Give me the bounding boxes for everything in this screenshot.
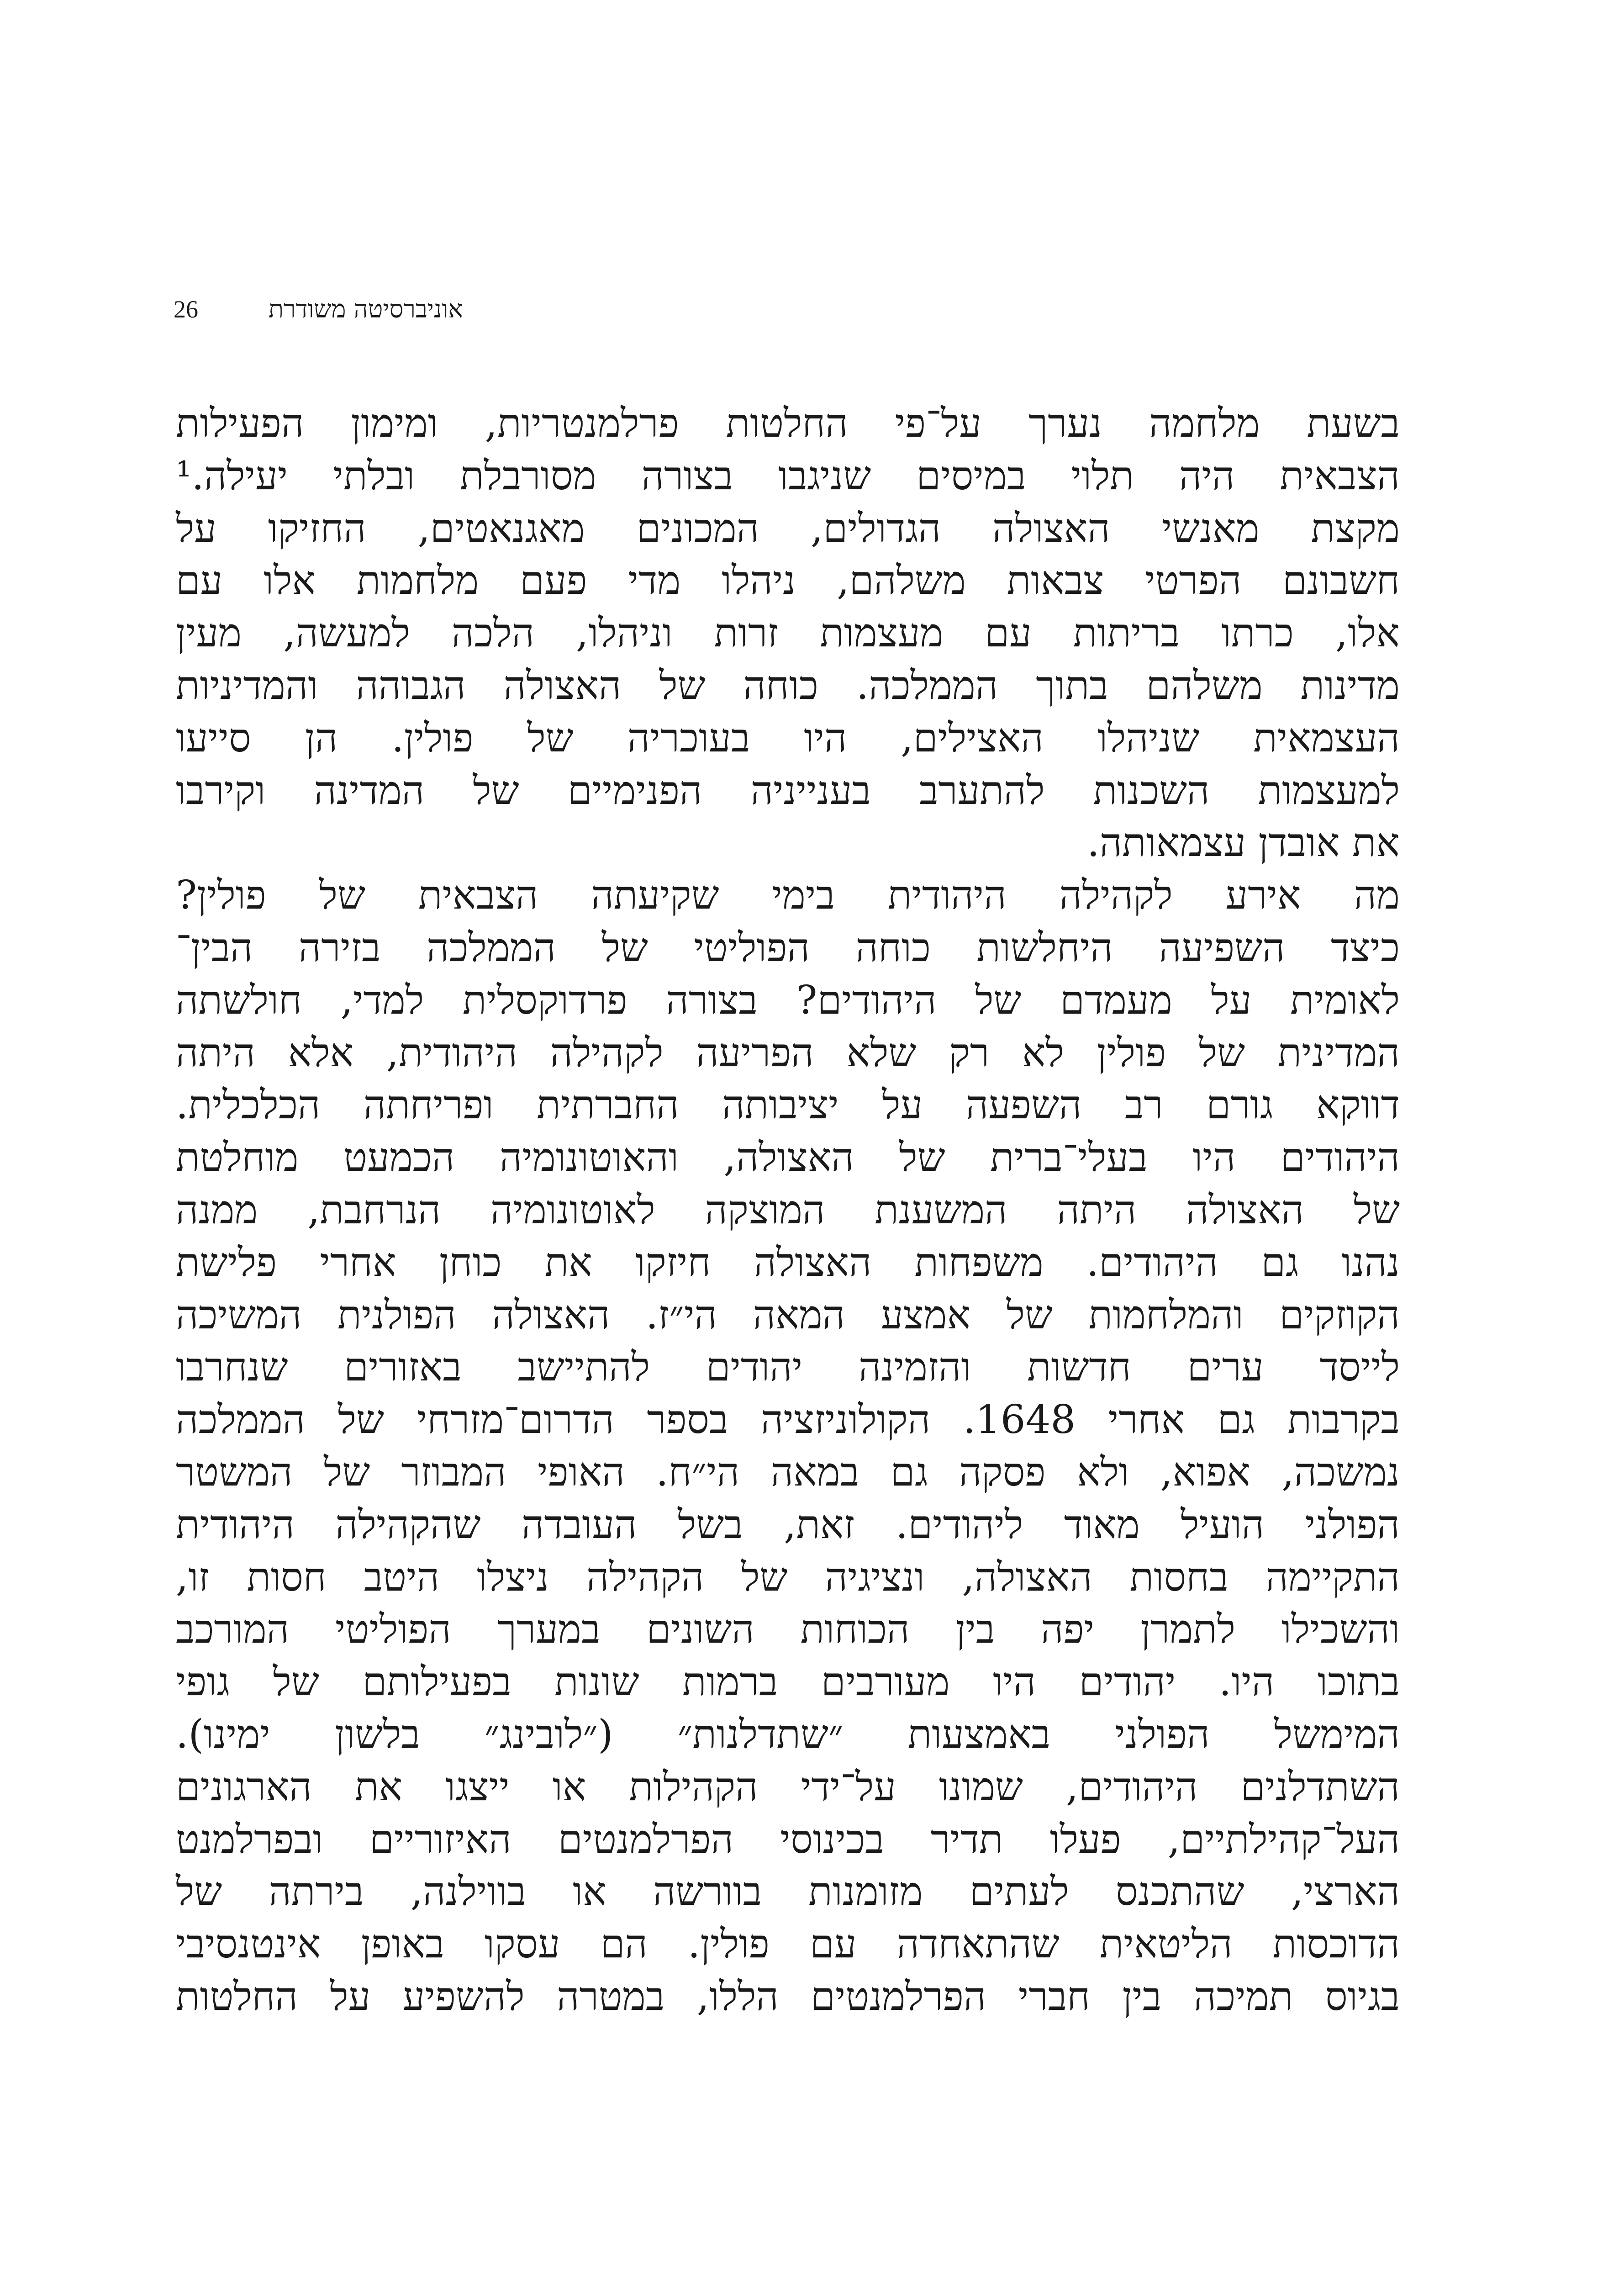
- text-line: נהנו גם היהודים. משפחות האצולה חיזקו את כוחן אחרי פלישת: [176, 1239, 1400, 1285]
- text-line: בגיוס תמיכה בין חברי הפרלמנטים הללו, במטרה להשפיע על החלטות: [176, 1973, 1400, 2020]
- text-line: הדוכסות הליטאית שהתאחדה עם פולין. הם עסקו באופן אינטנסיבי: [176, 1921, 1400, 1967]
- text-line: מה אירע לקהילה היהודית בימי שקיעתה הצבאית של פולין?: [176, 872, 1400, 919]
- text-line: בקרבות גם אחרי 1648. הקולוניזציה בספר הדרום־מזרחי של הממלכה: [176, 1397, 1400, 1443]
- text-line: כיצד השפיעה היחלשות כוחה הפוליטי של הממלכה בזירה הבין־: [176, 925, 1400, 971]
- text-line: למעצמות השכנות להתערב בענייניה הפנימיים של המדינה וקירבו: [176, 767, 1400, 814]
- running-header: [174, 289, 1403, 330]
- text-line: אלו, כרתו בריתות עם מעצמות זרות וניהלו, הלכה למעשה, מעין: [176, 610, 1400, 656]
- text-line: מקצת מאנשי האצולה הגדולים, המכונים מאגנאטים, החזיקו על: [176, 505, 1400, 551]
- text-line: חשבונם הפרטי צבאות משלהם, ניהלו מדי פעם מלחמות אלו עם: [176, 558, 1400, 604]
- text-line: של האצולה היתה המשענת המוצקה לאוטונומיה הנרחבת, ממנה: [176, 1187, 1400, 1233]
- text-line: דווקא גורם רב השפעה על יציבותה החברתית ופריחתה הכלכלית.: [176, 1082, 1400, 1128]
- body-text: [176, 397, 1400, 2023]
- text-line: בתוכו היו. יהודים היו מעורבים ברמות שונות בפעילותם של גופי: [176, 1659, 1400, 1705]
- page-number: 26: [174, 296, 198, 323]
- text-line: התקיימה בחסות האצולה, ונציגיה של הקהילה ניצלו היטב חסות זו,: [176, 1554, 1400, 1600]
- text-line: המימשל הפולני באמצעות ״שתדלנות״ (״לובינג״ בלשון ימינו).: [176, 1711, 1400, 1757]
- text-line: לאומית על מעמדם של היהודים? בצורה פרדוקסלית למדי, חולשתה: [176, 977, 1400, 1023]
- text-line: העצמאית שניהלו האצילים, היו בעוכריה של פולין. הן סייעו: [176, 715, 1400, 761]
- text-line: הקוזקים והמלחמות של אמצע המאה הי״ז. האצולה הפולנית המשיכה: [176, 1292, 1400, 1338]
- paragraph-last-line: את אובדן עצמאותה.: [1087, 820, 1400, 866]
- text-line: בשעת מלחמה נערך על־פי החלטות פרלמנטריות, ומימון הפעילות: [176, 401, 1400, 446]
- text-line: הפולני הועיל מאוד ליהודים. זאת, בשל העובדה שהקהילה היהודית: [176, 1502, 1400, 1548]
- text-line: היהודים היו בעלי־ברית של האצולה, והאוטונומיה הכמעט מוחלטת: [176, 1135, 1400, 1181]
- text-line: הצבאית היה תלוי במיסים שניגבו בצורה מסורבלת ובלתי יעילה.¹: [176, 453, 1400, 499]
- text-line: והשכילו לתמרן יפה בין הכוחות השונים במערך הפוליטי המורכב: [176, 1607, 1400, 1653]
- text-line: לייסד ערים חדשות והזמינה יהודים להתיישב באזורים שנחרבו: [176, 1344, 1400, 1390]
- text-line: הארצי, שהתכנס לעתים מזומנות בוורשה או בווילנה, בירתה של: [176, 1869, 1400, 1915]
- text-line: מדינות משלהם בתוך הממלכה. כוחה של האצולה הגבוהה והמדיניות: [176, 662, 1400, 708]
- text-line: השתדלנים היהודים, שמונו על־ידי הקהילות או ייצגו את הארגונים: [176, 1764, 1400, 1810]
- text-line: נמשכה, אפוא, ולא פסקה גם במאה הי״ח. האופי המבוזר של המשטר: [176, 1449, 1400, 1495]
- running-title: אוניברסיטה משודרת: [269, 295, 463, 323]
- text-line: המדינית של פולין לא רק שלא הפריעה לקהילה היהודית, אלא היתה: [176, 1030, 1400, 1076]
- text-line: העל־קהילתיים, פעלו תדיר בכינוסי הפרלמנטים האיזוריים ובפרלמנט: [176, 1816, 1400, 1862]
